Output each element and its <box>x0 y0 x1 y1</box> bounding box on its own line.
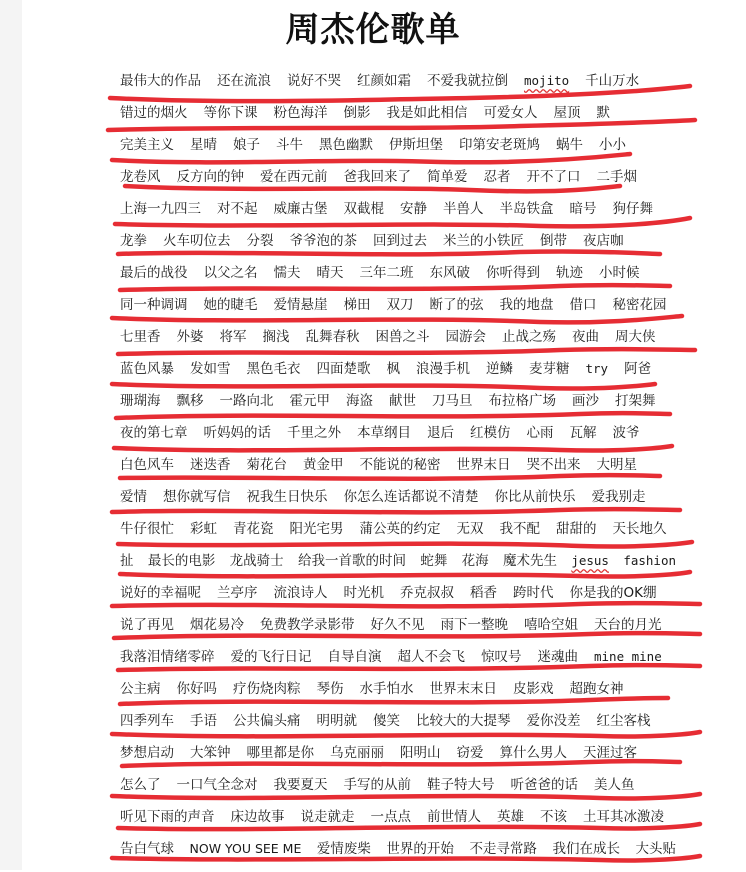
song-title: 等你下课 <box>203 105 258 121</box>
song-title: 伊斯坦堡 <box>389 137 443 153</box>
song-title: 青花瓷 <box>233 521 274 537</box>
song-title: 天长地久 <box>612 521 667 537</box>
song-title: 兰亭序 <box>217 585 258 601</box>
song-row <box>0 616 746 648</box>
song-title: 反方向的钟 <box>176 169 244 185</box>
song-row <box>0 680 746 712</box>
song-row <box>0 584 746 616</box>
song-title: 退后 <box>427 425 454 441</box>
song-title: 公共偏头痛 <box>233 713 301 729</box>
song-title: 二手烟 <box>596 169 637 185</box>
song-title: 牛仔很忙 <box>120 521 174 537</box>
song-title: 心雨 <box>526 425 554 441</box>
song-title: 一路向北 <box>219 393 274 409</box>
song-row <box>0 424 746 456</box>
song-title: 不爱我就拉倒 <box>427 73 508 89</box>
song-title: 乔克叔叔 <box>400 585 454 601</box>
song-title: 跨时代 <box>513 585 554 601</box>
song-title: 暗号 <box>569 201 597 217</box>
song-row <box>0 808 746 840</box>
page-title: 周杰伦歌单 <box>285 10 461 50</box>
song-title: 天台的月光 <box>594 617 662 633</box>
song-title: 我是如此相信 <box>386 105 468 121</box>
song-title: 同一种调调 <box>120 297 188 313</box>
song-title: 你怎么连话都说不清楚 <box>343 489 479 505</box>
song-title: 迷魂曲 <box>537 649 578 665</box>
song-title: 窃爱 <box>456 745 484 761</box>
song-title: 爸我回来了 <box>343 169 411 185</box>
song-title: 默 <box>596 105 610 121</box>
song-title: 想你就写信 <box>163 489 231 505</box>
song-title: 画沙 <box>572 393 599 409</box>
song-title: 英雄 <box>497 809 524 825</box>
song-title: 蛇舞 <box>420 553 448 569</box>
song-title: 不该 <box>540 809 567 825</box>
song-title: 断了的弦 <box>429 297 484 313</box>
song-title: 印第安老斑鸠 <box>459 137 540 153</box>
song-title: 时光机 <box>343 585 384 601</box>
song-title: 以父之名 <box>203 265 258 281</box>
song-title: 土耳其冰激凌 <box>583 809 664 825</box>
song-title: 我要夏天 <box>273 777 328 793</box>
song-title: 白色风车 <box>120 457 174 473</box>
song-title: 哪里都是你 <box>246 745 314 761</box>
song-title: 麦芽糖 <box>529 361 570 377</box>
song-title: 你听得到 <box>486 265 540 281</box>
song-title: 最伟大的作品 <box>120 73 201 89</box>
song-title: 龙卷风 <box>120 169 161 185</box>
song-title: 威廉古堡 <box>273 201 328 217</box>
song-title: 屋顶 <box>553 105 581 121</box>
song-title: 错过的烟火 <box>120 105 188 121</box>
song-title: 世界末末日 <box>429 681 497 697</box>
song-title: 倒影 <box>343 105 371 121</box>
song-title: 夜曲 <box>572 329 599 345</box>
song-row <box>0 840 746 872</box>
song-title: 天涯过客 <box>583 745 637 761</box>
song-title: 手语 <box>190 713 217 729</box>
song-title: 四面楚歌 <box>316 361 371 377</box>
song-title: 前世情人 <box>427 809 481 825</box>
song-title: 开不了口 <box>526 169 581 185</box>
song-title: 一口气全念对 <box>176 777 258 793</box>
song-title: 波爷 <box>612 425 640 441</box>
song-title: 懦夫 <box>273 265 301 281</box>
song-title: 好久不见 <box>370 617 425 633</box>
song-title: 霍元甲 <box>289 393 330 409</box>
song-row <box>0 296 746 328</box>
song-title: 狗仔舞 <box>612 201 653 217</box>
song-title: 回到过去 <box>373 233 427 249</box>
song-title: 说了再见 <box>120 617 174 633</box>
song-title: 倒带 <box>540 233 567 249</box>
song-title: 龙战骑士 <box>229 553 284 569</box>
song-title: 借口 <box>569 297 597 313</box>
song-title: 我不配 <box>499 521 540 537</box>
song-title: 爱情悬崖 <box>273 297 328 313</box>
song-title: 你好吗 <box>176 681 217 697</box>
song-title: 美人鱼 <box>594 777 635 793</box>
song-title: 大笨钟 <box>190 745 231 761</box>
song-title: 还在流浪 <box>217 73 271 89</box>
song-title: 乌克丽丽 <box>330 745 384 761</box>
song-row <box>0 200 746 232</box>
song-title: 小时候 <box>599 265 640 281</box>
song-title: 免费教学录影带 <box>260 617 355 633</box>
song-row <box>0 72 746 104</box>
song-title: 半岛铁盒 <box>499 201 554 217</box>
song-row <box>0 392 746 424</box>
song-row <box>0 136 746 168</box>
song-title: 超跑女神 <box>569 681 624 697</box>
song-title: 半兽人 <box>443 201 484 217</box>
song-title: 世界的开始 <box>386 841 454 857</box>
song-title: 世界末日 <box>456 457 511 473</box>
song-title: 乱舞春秋 <box>305 329 360 345</box>
song-title: 刀马旦 <box>432 393 473 409</box>
song-title: 阿爸 <box>624 361 652 377</box>
song-title: 菊花台 <box>246 457 287 473</box>
song-title: 爱我别走 <box>591 489 646 505</box>
song-title: 夜店咖 <box>583 233 624 249</box>
song-title: 鞋子特大号 <box>427 777 495 793</box>
song-title: 听妈妈的话 <box>203 425 271 441</box>
song-title: 超人不会飞 <box>397 649 465 665</box>
song-title: 四季列车 <box>120 713 174 729</box>
song-title: 秘密花园 <box>612 297 667 313</box>
song-row <box>0 328 746 360</box>
song-title: 不走寻常路 <box>469 841 537 857</box>
song-row <box>0 360 746 392</box>
song-title: 大头贴 <box>635 841 676 857</box>
song-title: 爷爷泡的茶 <box>289 233 357 249</box>
song-title: 将军 <box>219 329 247 345</box>
song-title: 娘子 <box>233 137 260 153</box>
song-title: 疗伤烧肉粽 <box>233 681 301 697</box>
song-title: 告白气球 <box>120 841 174 857</box>
song-title: 床边故事 <box>230 809 285 825</box>
song-title: 外婆 <box>176 329 204 345</box>
song-title: 你是我的OK绷 <box>569 585 657 601</box>
song-title: 祝我生日快乐 <box>246 489 328 505</box>
song-title: jesus <box>571 553 609 568</box>
song-title: 黑色幽默 <box>319 137 373 153</box>
song-title: 蜗牛 <box>556 137 583 153</box>
song-title: 琴伤 <box>316 681 344 697</box>
song-title: NOW YOU SEE ME <box>189 841 302 856</box>
song-title: 说走就走 <box>300 809 355 825</box>
song-title: 惊叹号 <box>481 649 522 665</box>
song-row <box>0 712 746 744</box>
song-title: 她的睫毛 <box>203 297 258 313</box>
song-title: 珊瑚海 <box>120 393 161 409</box>
song-row <box>0 456 746 488</box>
song-row <box>0 552 746 584</box>
song-title: fashion <box>623 553 676 568</box>
song-title: mojito <box>524 73 570 88</box>
song-row <box>0 488 746 520</box>
song-title: 你比从前快乐 <box>494 489 576 505</box>
song-title: 对不起 <box>217 201 258 217</box>
song-row <box>0 264 746 296</box>
song-title: 流浪诗人 <box>273 585 328 601</box>
song-title: 园游会 <box>445 329 486 345</box>
song-title: 分裂 <box>246 233 274 249</box>
song-title: 七里香 <box>120 329 161 345</box>
song-title: 晴天 <box>316 265 344 281</box>
song-row <box>0 520 746 552</box>
song-title: 忍者 <box>483 169 511 185</box>
song-title: 困兽之斗 <box>375 329 430 345</box>
song-row <box>0 776 746 808</box>
song-row <box>0 232 746 264</box>
song-title: 大明星 <box>596 457 637 473</box>
song-title: 阳明山 <box>400 745 441 761</box>
song-title: 我落泪情绪零碎 <box>120 649 215 665</box>
song-title: 最长的电影 <box>147 553 216 569</box>
song-title: 稻香 <box>470 585 497 601</box>
song-title: 听见下雨的声音 <box>120 809 215 825</box>
song-title: 甜甜的 <box>556 521 597 537</box>
song-title: 飘移 <box>176 393 204 409</box>
song-title: 公主病 <box>120 681 161 697</box>
song-title: 瓦解 <box>569 425 597 441</box>
song-title: 海盗 <box>346 393 373 409</box>
song-title: 献世 <box>389 393 416 409</box>
song-title: 打架舞 <box>615 393 656 409</box>
song-title: 烟花易冷 <box>190 617 244 633</box>
song-title: 算什么男人 <box>499 745 567 761</box>
song-title: 千山万水 <box>585 73 640 89</box>
song-title: 轨迹 <box>556 265 583 281</box>
song-title: 最后的战役 <box>120 265 188 281</box>
song-title: 搁浅 <box>262 329 290 345</box>
song-title: 红颜如霜 <box>357 73 411 89</box>
song-title: 嘻哈空姐 <box>524 617 578 633</box>
song-title: mine mine <box>594 649 662 664</box>
song-title: 一点点 <box>370 809 411 825</box>
song-title: 浪漫手机 <box>416 361 470 377</box>
song-title: 爱在西元前 <box>260 169 328 185</box>
song-title: 哭不出来 <box>526 457 581 473</box>
song-title: 东风破 <box>429 265 470 281</box>
song-title: 枫 <box>386 361 400 377</box>
song-title: try <box>585 361 609 376</box>
song-title: 米兰的小铁匠 <box>443 233 524 249</box>
song-title: 不能说的秘密 <box>359 457 441 473</box>
song-title: 双截棍 <box>343 201 384 217</box>
song-title: 黑色毛衣 <box>246 361 301 377</box>
song-title: 星晴 <box>190 137 217 153</box>
song-title: 止战之殇 <box>502 329 556 345</box>
song-title: 本草纲目 <box>357 425 411 441</box>
song-row <box>0 168 746 200</box>
song-title: 水手怕水 <box>359 681 414 697</box>
song-title: 梦想启动 <box>120 745 174 761</box>
song-title: 安静 <box>400 201 427 217</box>
song-title: 简单爱 <box>427 169 468 185</box>
song-title: 说好的幸福呢 <box>120 585 201 601</box>
song-row <box>0 648 746 680</box>
song-title: 爱的飞行日记 <box>230 649 312 665</box>
song-title: 给我一首歌的时间 <box>298 553 406 569</box>
song-title: 迷迭香 <box>190 457 231 473</box>
song-title: 逆鳞 <box>486 361 513 377</box>
song-title: 我们在成长 <box>552 841 620 857</box>
song-title: 小小 <box>599 137 626 153</box>
song-title: 黄金甲 <box>303 457 344 473</box>
song-title: 夜的第七章 <box>120 425 188 441</box>
song-title: 无双 <box>456 521 484 537</box>
song-title: 完美主义 <box>120 137 174 153</box>
song-title: 梯田 <box>343 297 371 313</box>
song-row <box>0 744 746 776</box>
song-title: 彩虹 <box>190 521 217 537</box>
song-title: 我的地盘 <box>499 297 554 313</box>
song-title: 火车叨位去 <box>163 233 231 249</box>
song-title: 斗牛 <box>276 137 303 153</box>
song-title: 龙拳 <box>120 233 147 249</box>
song-title: 花海 <box>461 553 489 569</box>
song-title: 魔术先生 <box>503 553 557 569</box>
song-title: 千里之外 <box>287 425 341 441</box>
song-title: 发如雪 <box>190 361 231 377</box>
song-title: 可爱女人 <box>483 105 538 121</box>
song-title: 手写的从前 <box>343 777 411 793</box>
song-title: 阳光宅男 <box>289 521 344 537</box>
song-title: 上海一九四三 <box>120 201 201 217</box>
song-title: 布拉格广场 <box>488 393 556 409</box>
song-title: 明明就 <box>316 713 357 729</box>
song-title: 皮影戏 <box>513 681 554 697</box>
song-title: 蒲公英的约定 <box>359 521 441 537</box>
song-title: 扯 <box>120 553 134 569</box>
song-title: 红尘客栈 <box>596 713 651 729</box>
song-title: 粉色海洋 <box>273 105 328 121</box>
song-row <box>0 104 746 136</box>
song-title: 爱情废柴 <box>316 841 371 857</box>
song-title: 爱你没差 <box>526 713 581 729</box>
song-title: 周大侠 <box>615 329 656 345</box>
song-title: 怎么了 <box>120 777 161 793</box>
song-title: 自导自演 <box>327 649 382 665</box>
song-title: 双刀 <box>386 297 414 313</box>
song-title: 听爸爸的话 <box>510 777 578 793</box>
song-title: 比较大的大提琴 <box>416 713 511 729</box>
song-title: 爱情 <box>120 489 147 505</box>
song-title: 说好不哭 <box>287 73 341 89</box>
song-title: 三年二班 <box>359 265 414 281</box>
song-title: 傻笑 <box>373 713 400 729</box>
song-title: 红模仿 <box>470 425 511 441</box>
song-title: 蓝色风暴 <box>120 361 174 377</box>
song-title: 雨下一整晚 <box>440 617 508 633</box>
